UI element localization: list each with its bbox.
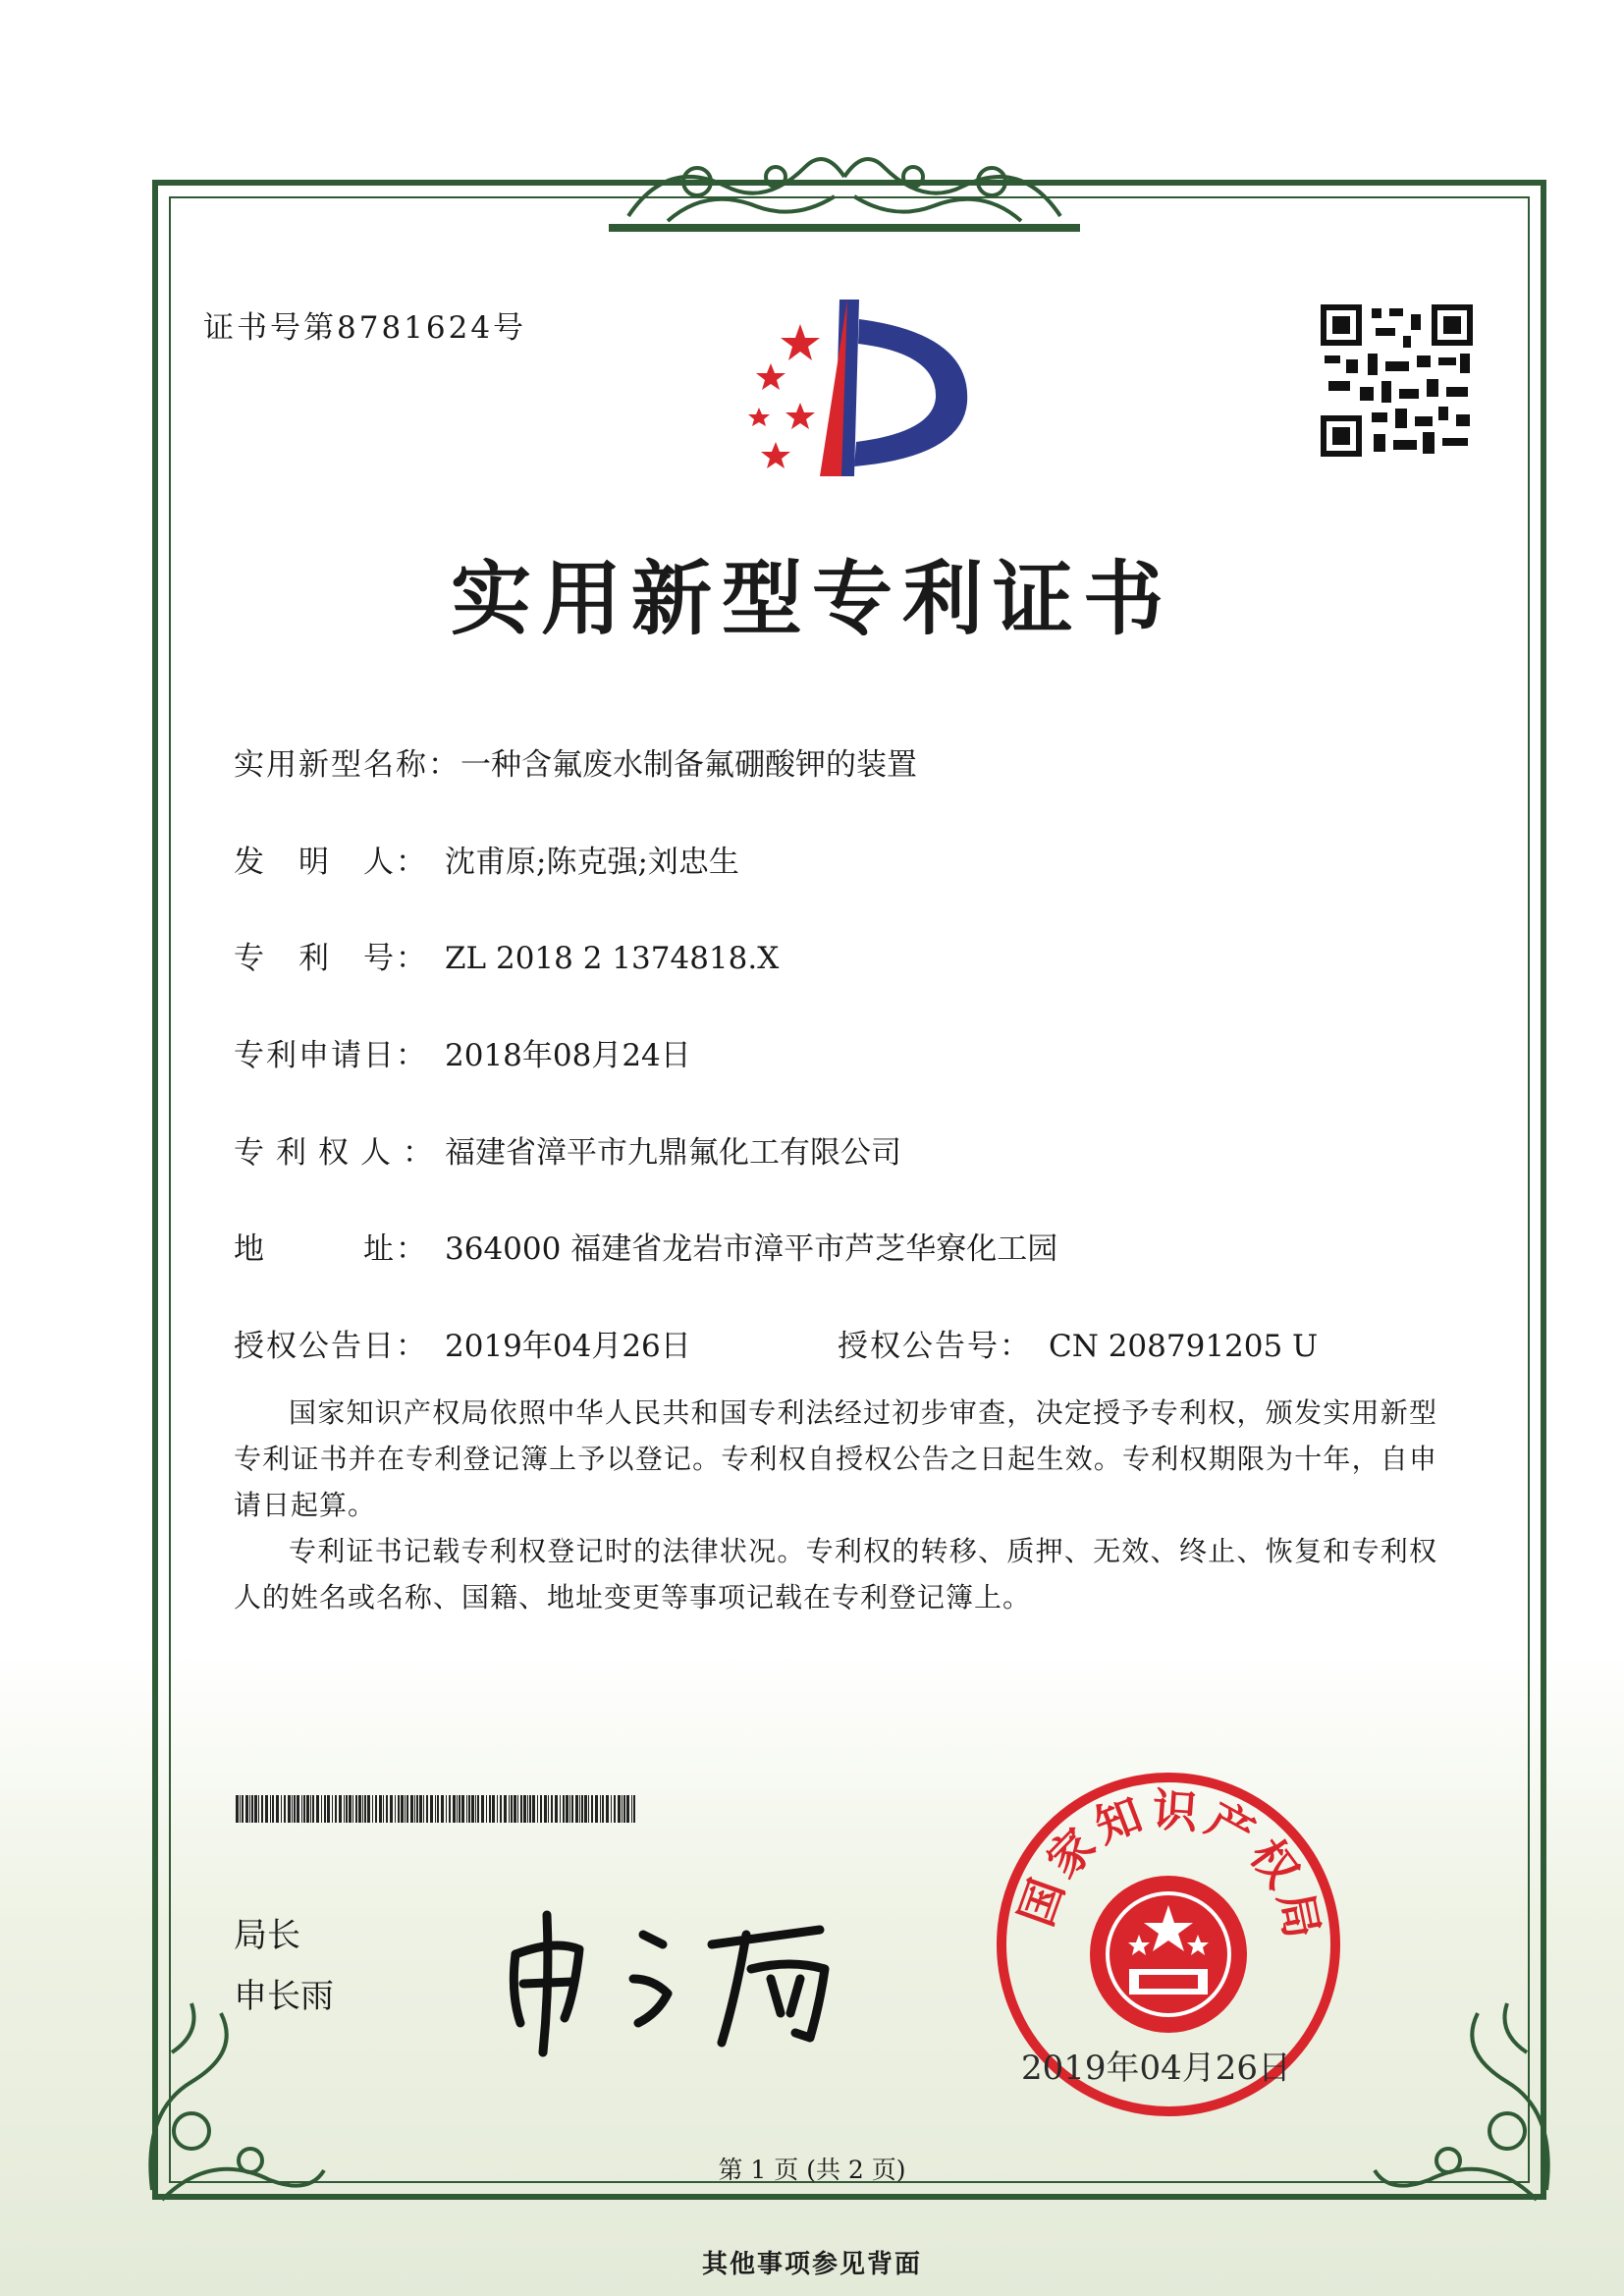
field-patent-number [234,933,779,977]
director-title: 局长 [234,1916,300,1955]
certificate-title: 实用新型专利证书 [450,553,1173,646]
announcement-number-label: 授权公告号： [838,1329,1032,1364]
field-label: 专 利 号： [234,941,428,976]
field-value: 沈甫原;陈克强;刘忠生 [445,845,739,880]
field-announcement [234,1321,1318,1365]
field-value: ZL 2018 2 1374818.X [445,941,780,976]
field-patentee [234,1127,901,1172]
field-label: 专利权人： [234,1135,445,1171]
body-text [234,1390,1437,1620]
field-label: 实用新型名称： [234,747,460,783]
field-inventors [234,837,739,881]
announcement-date-value: 2019年04月26日 [445,1329,691,1364]
svg-text:国家知识产权局: 国家知识产权局 [1008,1782,1330,1949]
barcode-icon [236,1795,638,1823]
field-value: 2018年08月24日 [445,1038,691,1073]
field-address [234,1224,1057,1268]
announcement-date-label: 授权公告日： [234,1329,428,1364]
cnipa-logo-icon [731,295,977,481]
page-indicator: 第 1 页 (共 2 页) [718,2156,906,2184]
field-value: 一种含氟废水制备氟硼酸钾的装置 [460,747,917,783]
announcement-number-value: CN 208791205 U [1049,1329,1319,1364]
body-paragraph: 专利证书记载专利权登记时的法律状况。专利权的转移、质押、无效、终止、恢复和专利权人的姓名或名称、国籍、地址变更等事项记载在专利登记簿上。 [234,1535,1437,1613]
footer-note: 其他事项参见背面 [701,2250,922,2279]
qr-code-icon [1321,304,1473,457]
seal-date: 2019年04月26日 [1021,2049,1292,2088]
field-application-date [234,1030,691,1074]
director-signature [496,1886,859,2062]
field-value: 364000 福建省龙岩市漳平市芦芝华寮化工园 [445,1231,1058,1267]
body-paragraph: 国家知识产权局依照中华人民共和国专利法经过初步审查，决定授予专利权，颁发实用新型专利证书并在专利登记簿上予以登记。专利权自授权公告之日起生效。专利权期限为十年，自申请日起算。 [234,1396,1437,1521]
field-utility-model-name [234,739,917,784]
top-ornament [609,137,1080,236]
field-label: 发 明 人： [234,845,428,880]
field-value: 福建省漳平市九鼎氟化工有限公司 [445,1135,901,1171]
certificate-number: 证书号第8781624号 [203,310,527,346]
director-block [234,1905,334,2027]
field-label: 地 址： [234,1231,428,1267]
field-label: 专利申请日： [234,1038,428,1073]
director-name: 申长雨 [234,1977,334,2016]
